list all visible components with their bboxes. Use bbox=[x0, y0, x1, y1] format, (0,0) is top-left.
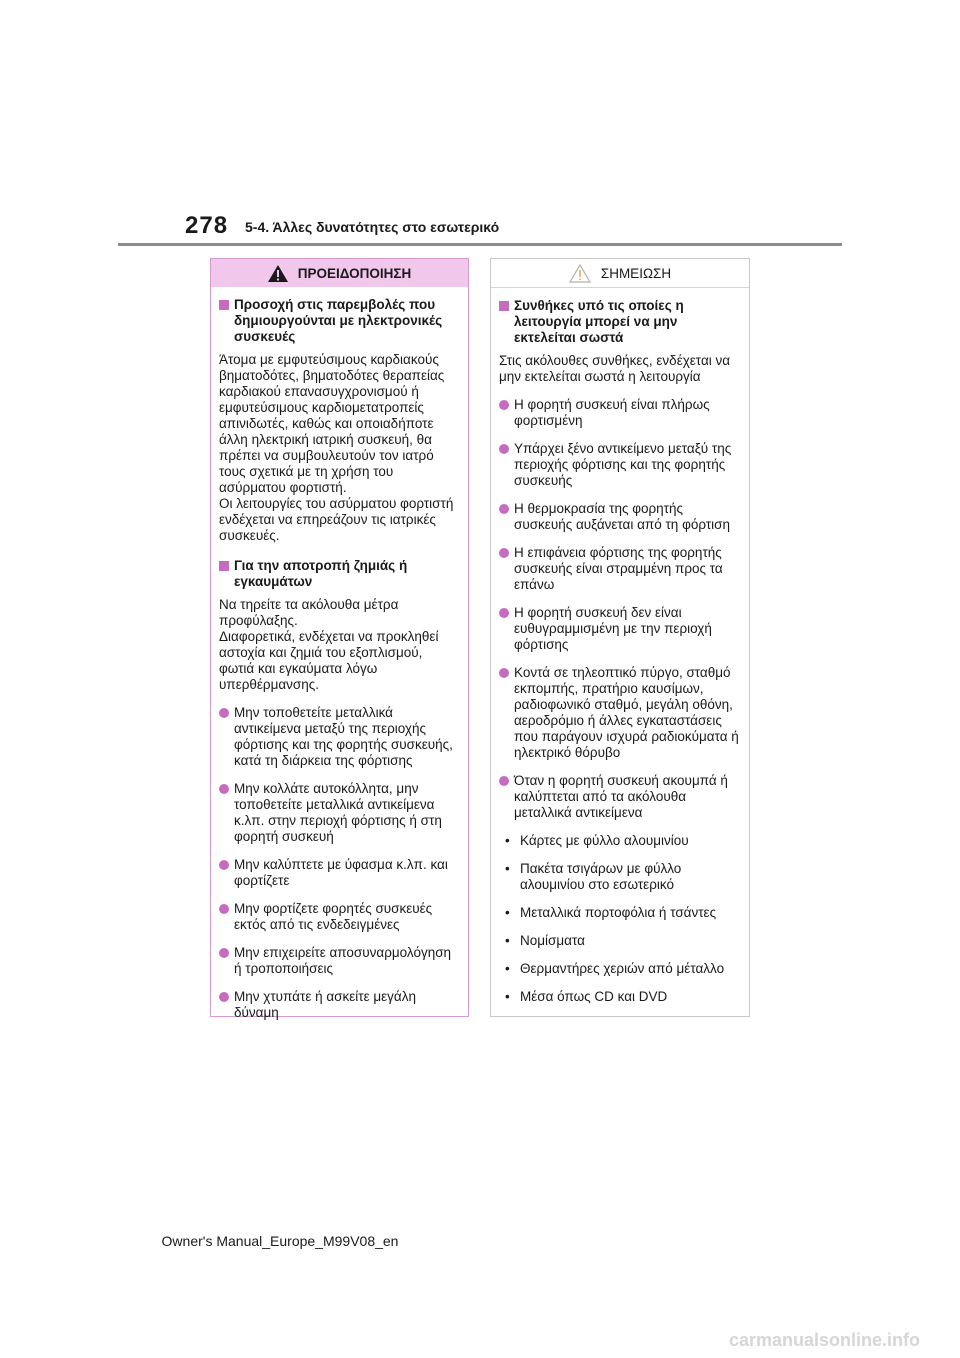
note-title: ΣΗΜΕΙΩΣΗ bbox=[600, 265, 672, 281]
sub-list-item: • Θερμαντήρες χεριών από μέταλλο bbox=[505, 961, 725, 976]
warning-paragraph: Οι λειτουργίες του ασύρματου φορτιστή ενδέχεται να επηρεάζουν τις ιατρικές συσκευές. bbox=[219, 496, 454, 543]
circle-bullet-icon bbox=[499, 400, 509, 410]
list-item: Η φορητή συσκευή είναι πλήρως φορτισμένη bbox=[499, 397, 741, 429]
square-bullet-icon bbox=[219, 561, 229, 571]
header-rule bbox=[118, 243, 842, 246]
list-item: Μην κολλάτε αυτοκόλλητα, μην τοποθετείτε μεταλλικά αντικείμενα κ.λπ. στην περιοχή φόρτισης ή στη φορητή συσκευή bbox=[219, 781, 460, 845]
page-number: 278 bbox=[185, 212, 229, 239]
warning-paragraph: Διαφορετικά, ενδέχεται να προκληθεί αστοχία και ζημιά του εξοπλισμού, φωτιά και εγκαύματα λόγω υπερθέρμανσης. bbox=[219, 629, 439, 692]
notice-icon bbox=[569, 264, 591, 283]
sub-list-item: • Μεταλλικά πορτοφόλια ή τσάντες bbox=[505, 905, 717, 920]
page-header bbox=[0, 0, 960, 250]
warning-heading-damage: Για την αποτροπή ζημιάς ή εγκαυμάτων bbox=[219, 558, 460, 590]
circle-bullet-icon bbox=[499, 608, 509, 618]
list-item: Μην χτυπάτε ή ασκείτε μεγάλη δύναμη bbox=[219, 989, 460, 1021]
warning-title: ΠΡΟΕΙΔΟΠΟΙΗΣΗ bbox=[297, 265, 412, 281]
circle-bullet-icon bbox=[219, 904, 229, 914]
circle-bullet-icon bbox=[219, 708, 229, 718]
list-item: Μην φορτίζετε φορητές συσκευές εκτός από τις ενδεδειγμένες bbox=[219, 901, 460, 933]
note-intro: Στις ακόλουθες συνθήκες, ενδέχεται να μην εκτελείται σωστά η λειτουργία bbox=[499, 353, 731, 384]
warning-paragraph: Να τηρείτε τα ακόλουθα μέτρα προφύλαξης. bbox=[219, 597, 399, 628]
note-heading: Συνθήκες υπό τις οποίες η λειτουργία μπορεί να μην εκτελείται σωστά bbox=[499, 298, 741, 346]
list-item: Η φορητή συσκευή δεν είναι ευθυγραμμισμένη με την περιοχή φόρτισης bbox=[499, 605, 741, 653]
circle-bullet-icon bbox=[219, 948, 229, 958]
circle-bullet-icon bbox=[219, 992, 229, 1002]
circle-bullet-icon bbox=[499, 668, 509, 678]
list-item: Μην τοποθετείτε μεταλλικά αντικείμενα μεταξύ της περιοχής φόρτισης και της φορητής συσκευής, κατά τη διάρκεια της φόρτισης bbox=[219, 705, 460, 769]
warning-header bbox=[211, 259, 468, 287]
list-item: Όταν η φορητή συσκευή ακουμπά ή καλύπτεται από τα ακόλουθα μεταλλικά αντικείμενα bbox=[499, 773, 741, 821]
list-item: Μην επιχειρείτε αποσυναρμολόγηση ή τροποποιήσεις bbox=[219, 945, 460, 977]
page-footer: Owner's Manual_Europe_M99V08_en bbox=[161, 1233, 399, 1249]
warning-icon bbox=[268, 265, 288, 282]
circle-bullet-icon bbox=[499, 504, 509, 514]
small-bullet-icon: • bbox=[505, 861, 510, 876]
list-item: Η επιφάνεια φόρτισης της φορητής συσκευής είναι στραμμένη προς τα επάνω bbox=[499, 545, 741, 593]
sub-list-item: • Πακέτα τσιγάρων με φύλλο αλουμινίου στο εσωτερικό bbox=[505, 861, 682, 892]
note-box bbox=[490, 258, 750, 1017]
circle-bullet-icon bbox=[499, 444, 509, 454]
warning-paragraph: Άτομα με εμφυτεύσιμους καρδιακούς βηματοδότες, βηματοδότες θεραπείας καρδιακού επανασυγχρονισμού ή εμφυτεύσιμους καρδιομετατροπείς απινιδωτές, καθώς και οποιαδήποτε άλλη ηλεκτρική ιατρική συσκευή, θα πρέπει να συμβουλευτούν τον ιατρό τους σχετικά με τη χρήση του ασύρματου φορτιστή. bbox=[219, 352, 445, 495]
list-item: Κοντά σε τηλεοπτικό πύργο, σταθμό εκπομπής, πρατήριο καυσίμων, ραδιοφωνικό σταθμό, μεγάλη οθόνη, αεροδρόμιο ή άλλες εγκαταστάσεις που παράγουν ισχυρά ραδιοκύματα ή ηλεκτρικό θόρυβο bbox=[499, 665, 741, 761]
small-bullet-icon: • bbox=[505, 933, 510, 948]
small-bullet-icon: • bbox=[505, 989, 510, 1004]
circle-bullet-icon bbox=[499, 776, 509, 786]
square-bullet-icon bbox=[219, 300, 229, 310]
list-item: Υπάρχει ξένο αντικείμενο μεταξύ της περιοχής φόρτισης και της φορητής συσκευής bbox=[499, 441, 741, 489]
sub-list-item: • Κάρτες με φύλλο αλουμινίου bbox=[505, 833, 689, 848]
warning-heading-interference: Προσοχή στις παρεμβολές που δημιουργούνται με ηλεκτρονικές συσκευές bbox=[219, 297, 460, 345]
note-header bbox=[491, 259, 749, 288]
sub-list-item: • Νομίσματα bbox=[505, 933, 585, 948]
sub-list-item: • Μέσα όπως CD και DVD bbox=[505, 989, 668, 1004]
small-bullet-icon: • bbox=[505, 833, 510, 848]
list-item: Η θερμοκρασία της φορητής συσκευής αυξάνεται από τη φόρτιση bbox=[499, 501, 741, 533]
list-item: Μην καλύπτετε με ύφασμα κ.λπ. και φορτίζετε bbox=[219, 857, 460, 889]
square-bullet-icon bbox=[499, 301, 509, 311]
warning-box bbox=[210, 258, 469, 1020]
small-bullet-icon: • bbox=[505, 961, 510, 976]
circle-bullet-icon bbox=[499, 548, 509, 558]
circle-bullet-icon bbox=[219, 784, 229, 794]
circle-bullet-icon bbox=[219, 860, 229, 870]
small-bullet-icon: • bbox=[505, 905, 510, 920]
watermark: carmanualsonline.info bbox=[728, 1330, 920, 1350]
section-title: 5-4. Άλλες δυνατότητες στο εσωτερικό bbox=[245, 219, 500, 235]
